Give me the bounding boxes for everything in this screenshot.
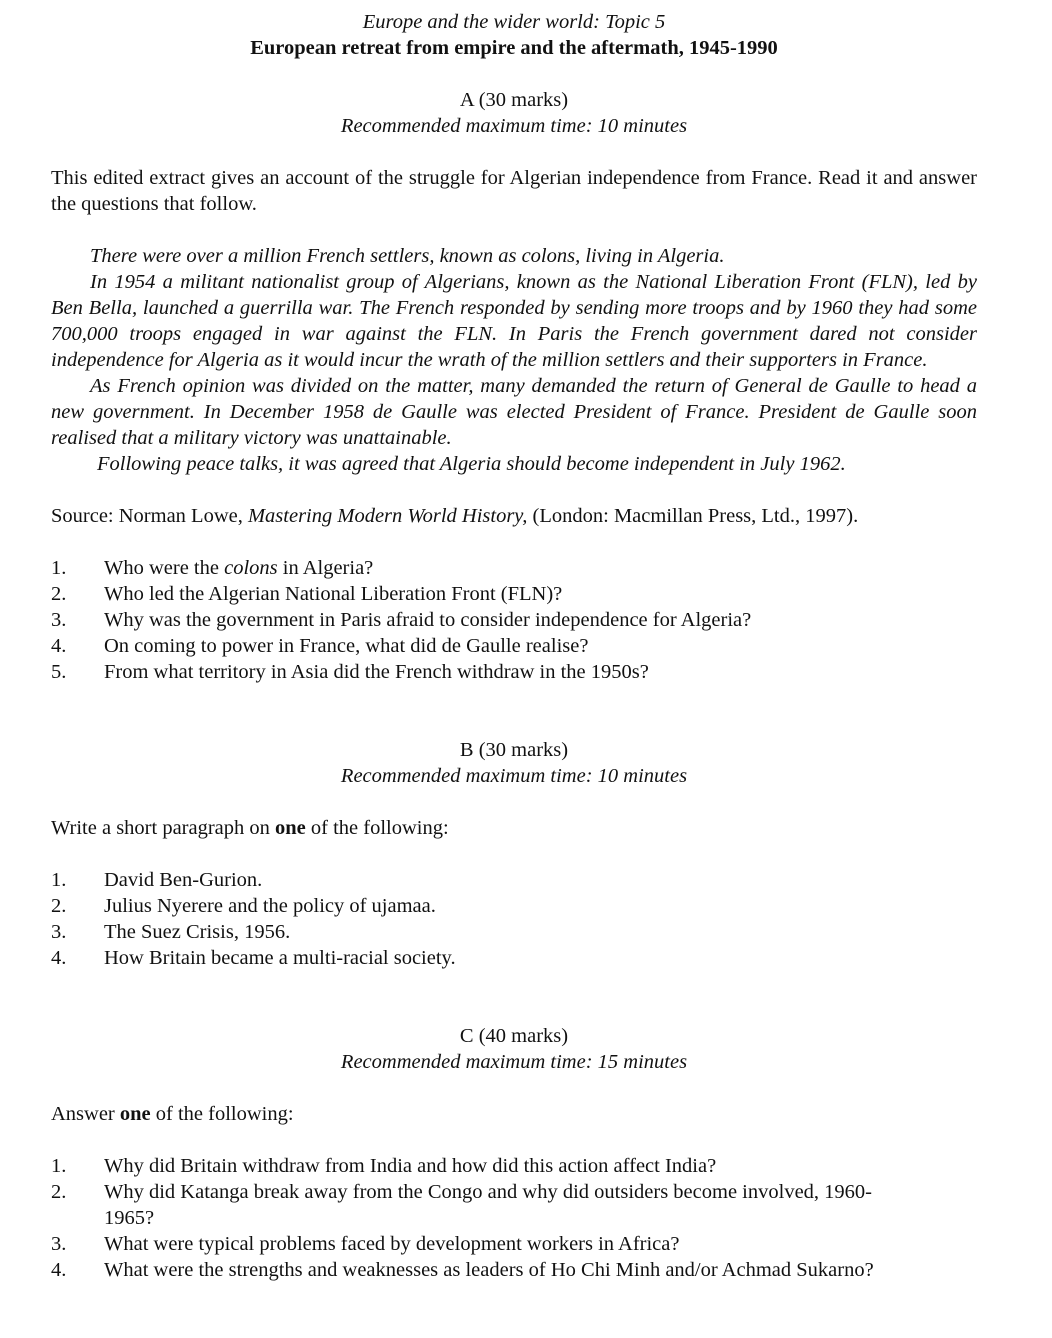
section-a-questions <box>51 555 977 685</box>
instruction-end: of the following: <box>305 817 449 839</box>
section-b-topics <box>51 867 977 971</box>
section-c-instruction <box>51 1101 977 1127</box>
section-a-intro: This edited extract gives an account of the struggle for Algerian independence from France. Read it and answer the questions that follow. <box>51 167 977 215</box>
item-text: Who led the Algerian National Liberation Front (FLN)? <box>104 583 563 605</box>
topic-line: Europe and the wider world: Topic 5 <box>362 11 666 33</box>
section-b-heading: B (30 marks) <box>459 739 569 761</box>
item-text: What were typical problems faced by development workers in Africa? <box>104 1233 680 1255</box>
item-number: 3. <box>51 1233 67 1255</box>
item-text: How Britain became a multi-racial society. <box>104 947 456 969</box>
instruction-end: of the following: <box>150 1103 294 1125</box>
item-number: 5. <box>51 661 67 683</box>
extract-paragraph: Following peace talks, it was agreed that Algeria should become independent in July 1962. <box>97 453 846 475</box>
item-text <box>104 555 904 581</box>
list-item <box>51 581 977 607</box>
instruction-start: Write a short paragraph on <box>51 817 276 839</box>
list-item <box>51 607 977 633</box>
section-c-time: Recommended maximum time: 15 minutes <box>340 1051 688 1073</box>
item-text: On coming to power in France, what did de Gaulle realise? <box>104 635 589 657</box>
list-item <box>51 1153 977 1179</box>
list-item <box>51 919 977 945</box>
list-item <box>51 1231 977 1257</box>
list-item <box>51 945 977 971</box>
item-number: 2. <box>51 895 67 917</box>
section-c-questions <box>51 1153 977 1283</box>
question-emphasis: colons <box>224 557 278 579</box>
list-item <box>51 867 977 893</box>
extract-paragraph: There were over a million French settlers, known as colons, living in Algeria. <box>90 245 725 267</box>
source-prefix: Source: Norman Lowe, <box>51 505 248 527</box>
item-number: 3. <box>51 609 67 631</box>
question-text-end: in Algeria? <box>277 557 374 579</box>
extract-paragraph: As French opinion was divided on the matter, many demanded the return of General de Gaulle to head a new government. In December 1958 de Gaulle was elected President of France. President de Gaulle soon realised that a military victory was unattainable. <box>51 375 977 449</box>
section-a-time: Recommended maximum time: 10 minutes <box>340 115 688 137</box>
item-number: 4. <box>51 635 67 657</box>
list-item <box>51 1179 977 1231</box>
item-number: 1. <box>51 869 67 891</box>
list-item <box>51 555 977 581</box>
item-text: Why did Katanga break away from the Congo and why did outsiders become involved, 1960-1965? <box>104 1181 872 1229</box>
extract-paragraph: In 1954 a militant nationalist group of Algerians, known as the National Liberation Front (FLN), led by Ben Bella, launched a guerrilla war. The French responded by sending more troops and by 1960 they had some 700,000 troops engaged in war against the FLN. In Paris the French government dared not consider independence for Algeria as it would incur the wrath of the million settlers and their supporters in France. <box>51 271 977 371</box>
section-c-heading: C (40 marks) <box>459 1025 569 1047</box>
exam-page <box>51 9 977 1283</box>
section-a-heading: A (30 marks) <box>459 89 569 111</box>
item-text: From what territory in Asia did the French withdraw in the 1950s? <box>104 661 649 683</box>
item-text: Julius Nyerere and the policy of ujamaa. <box>104 895 436 917</box>
item-text: The Suez Crisis, 1956. <box>104 921 291 943</box>
page-title: European retreat from empire and the aftermath, 1945-1990 <box>250 37 778 59</box>
list-item <box>51 633 977 659</box>
source-extract <box>51 243 977 477</box>
source-suffix: (London: Macmillan Press, Ltd., 1997). <box>527 505 859 527</box>
item-text: Why did Britain withdraw from India and how did this action affect India? <box>104 1155 717 1177</box>
section-b-time: Recommended maximum time: 10 minutes <box>340 765 688 787</box>
item-text: David Ben-Gurion. <box>104 869 263 891</box>
item-number: 2. <box>51 583 67 605</box>
list-item <box>51 659 977 685</box>
item-text: Why was the government in Paris afraid to consider independence for Algeria? <box>104 609 752 631</box>
item-text: What were the strengths and weaknesses as leaders of Ho Chi Minh and/or Achmad Sukarno? <box>104 1259 874 1281</box>
section-b-instruction <box>51 815 977 841</box>
instruction-emphasis: one <box>119 1103 151 1125</box>
item-number: 1. <box>51 557 67 579</box>
list-item <box>51 1257 977 1283</box>
item-number: 4. <box>51 1259 67 1281</box>
source-book-title: Mastering Modern World History, <box>247 505 528 527</box>
source-citation <box>51 503 977 529</box>
item-number: 2. <box>51 1181 67 1203</box>
item-number: 3. <box>51 921 67 943</box>
instruction-emphasis: one <box>275 817 306 839</box>
list-item <box>51 893 977 919</box>
instruction-start: Answer <box>51 1103 120 1125</box>
question-text-start: Who were the <box>104 557 225 579</box>
item-number: 1. <box>51 1155 67 1177</box>
item-number: 4. <box>51 947 67 969</box>
